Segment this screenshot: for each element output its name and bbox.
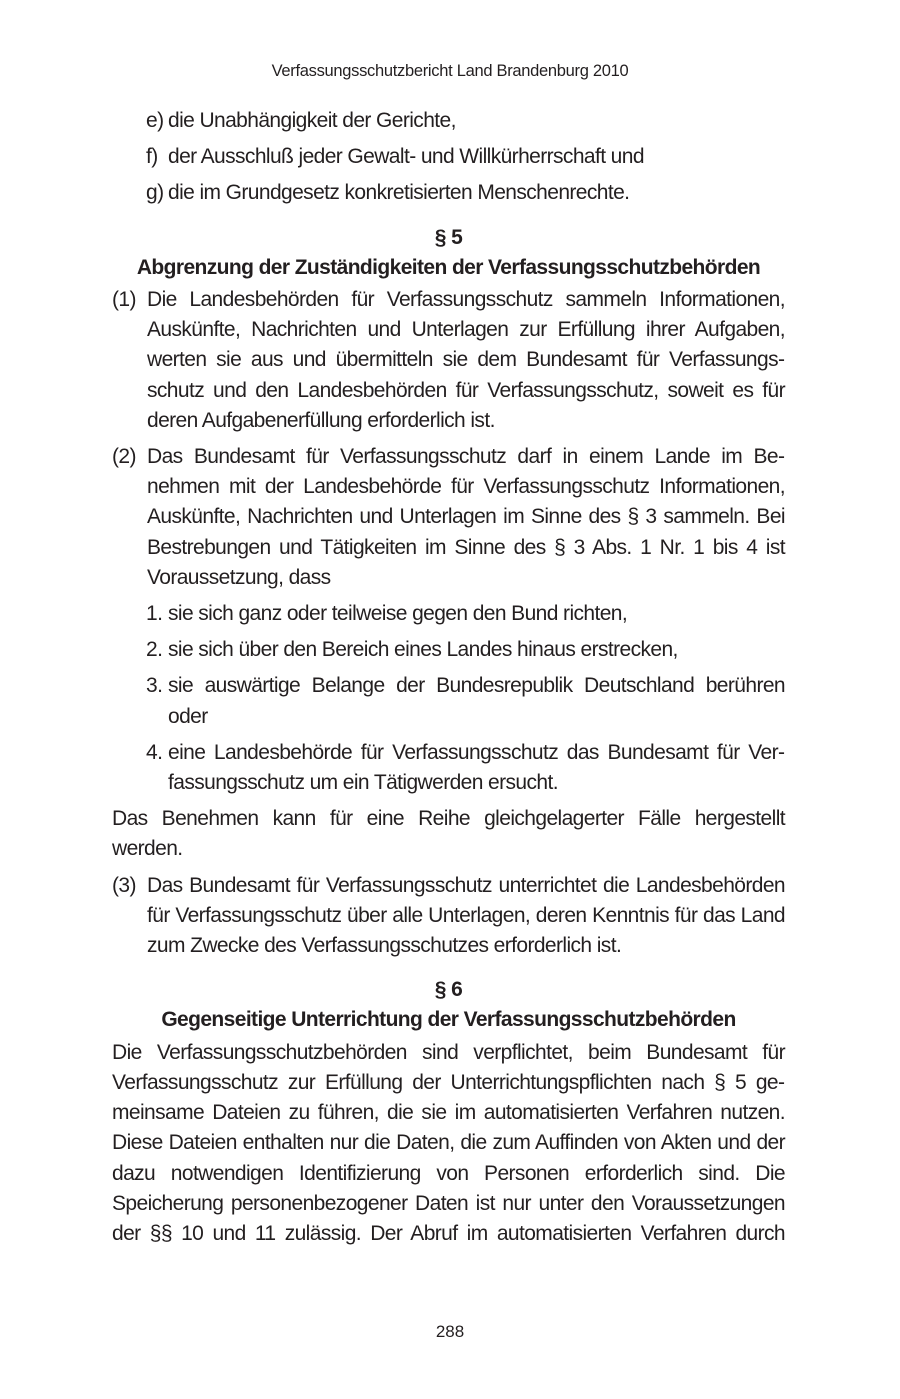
list-text: die Unabhängigkeit der Gerichte, xyxy=(168,109,456,132)
list-item-f xyxy=(112,142,785,172)
item-label: 4. xyxy=(146,740,163,764)
item-label: 2. xyxy=(146,638,163,662)
running-header: Verfassungsschutzbericht Land Brandenburg 2010 xyxy=(271,62,629,80)
numbered-item-2 xyxy=(112,635,785,665)
section-5-number: § 5 xyxy=(434,225,463,249)
item-text: sie sich ganz oder teilweise gegen den Bund richten, xyxy=(168,602,628,626)
list-label: f) xyxy=(146,145,158,169)
list-text: der Ausschluß jeder Gewalt- und Willkürherrschaft und xyxy=(168,145,644,169)
numbered-item-3 xyxy=(112,671,785,731)
numbered-item-4 xyxy=(112,738,785,798)
paragraph-text: Das Bundesamt für Verfassungsschutz unterrichtet die Landesbehörden für Verfassungsschutz über alle Unterlagen, deren Kenntnis für das Land zum Zwecke des Verfassungsschutzes erforderlich ist. xyxy=(147,873,785,958)
item-text: eine Landesbehörde für Verfassungsschutz das Bundesamt für Verfassungsschutz um ein Tätigwerden ersucht. xyxy=(168,740,785,795)
paragraph-text: Die Landesbehörden für Verfassungsschutz sammeln Informationen, Auskünfte, Nachrichten und Unterlagen zur Erfüllung ihrer Aufgaben, werten sie aus und übermitteln sie dem Bundesamt für Verfassungsschutz und den Landesbehörden für Verfassungsschutz, soweit es für deren Aufgabenerfüllung erforderlich ist. xyxy=(147,288,785,432)
list-item-e xyxy=(112,106,785,136)
document-content xyxy=(112,106,785,1255)
list-label: e) xyxy=(146,109,164,132)
page-number: 288 xyxy=(435,1322,465,1341)
numbered-item-1 xyxy=(112,599,785,629)
list-item-g xyxy=(112,178,785,208)
item-text: sie sich über den Bereich eines Landes hinaus erstrecken, xyxy=(168,638,678,662)
section-5-title: Abgrenzung der Zuständigkeiten der Verfassungsschutzbehörden xyxy=(136,255,761,279)
list-text: die im Grundgesetz konkretisierten Menschenrechte. xyxy=(168,181,630,205)
list-label: g) xyxy=(146,181,164,205)
item-text: sie auswärtige Belange der Bundesrepublik Deutschland berühren oder xyxy=(168,674,785,728)
item-label: 3. xyxy=(146,674,163,698)
section-5-paragraph-2 xyxy=(112,442,785,593)
paragraph-label: (2) xyxy=(112,445,136,469)
section-5-paragraph-1 xyxy=(112,285,785,436)
section-6-title: Gegenseitige Unterrichtung der Verfassungsschutzbehörden xyxy=(161,1008,736,1032)
section-5-paragraph-3 xyxy=(112,871,785,962)
paragraph-label: (1) xyxy=(112,288,136,312)
paragraph-label: (3) xyxy=(112,873,136,897)
paragraph-text: Das Bundesamt für Verfassungsschutz darf in einem Lande im Benehmen mit der Landesbehörde für Verfassungsschutz Informationen, Auskünfte, Nachrichten und Unterlagen im Sinne des § 3 sammeln. Bei Bestrebungen und Tätigkeiten im Sinne des § 3 Abs. 1 Nr. 1 bis 4 ist Voraussetzung, dass xyxy=(147,445,785,589)
section-6-body: Die Verfassungsschutzbehörden sind verpflichtet, beim Bundesamt für Verfassungsschutz zur Erfüllung der Unterrichtungspflichten nach § 5 gemeinsame Dateien zu führen, die sie im automatisierten Verfahren nutzen. Diese Dateien enthalten nur die Daten, die zum Auffinden von Akten und der dazu notwendigen Identifizierung von Personen erforderlich sind. Die Speicherung personenbezogener Daten ist nur unter den Voraussetzungen der §§ 10 und 11 zulässig. Der Abruf im automatisierten Verfahren durch xyxy=(112,1040,785,1245)
section-6-number: § 6 xyxy=(434,978,463,1002)
benehmen-paragraph: Das Benehmen kann für eine Reihe gleichgelagerter Fälle hergestellt werden. xyxy=(112,807,785,861)
item-label: 1. xyxy=(146,602,163,626)
